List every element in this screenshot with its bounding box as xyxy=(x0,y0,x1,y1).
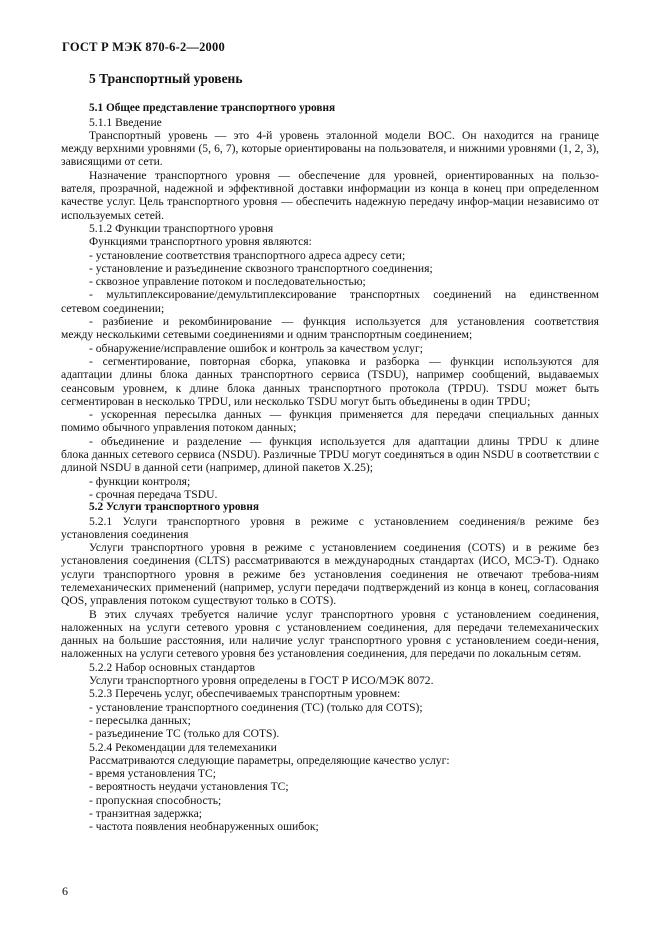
text-line: 5.2.3 Перечень услуг, обеспечиваемых транспортным уровнем: xyxy=(89,687,401,701)
text-line: Функциями транспортного уровня являются: xyxy=(89,235,312,249)
paragraph xyxy=(61,288,599,315)
paragraph xyxy=(61,408,599,435)
paragraph xyxy=(61,168,599,222)
text-line: Рассматриваются следующие параметры, определяющие качество услуг: xyxy=(89,753,450,767)
text-line: - срочная передача TSDU. xyxy=(89,487,218,501)
paragraph xyxy=(61,514,599,542)
text-line: - пропускная способность; xyxy=(89,793,222,807)
paragraph-continuation: сетевом соединении; xyxy=(61,301,165,315)
text-line: - время установления ТС; xyxy=(89,767,216,781)
document-body xyxy=(61,71,599,834)
paragraph xyxy=(61,354,599,408)
text-line: - частота появления необнаруженных ошибок; xyxy=(89,820,319,834)
paragraph xyxy=(61,434,599,475)
paragraph-first-line: - сегментирование, повторная сборка, упаковка и разборка — функции используются для xyxy=(89,354,599,368)
paragraph-continuation: наложенных на услуги сетевого уровня с установлением соединения, для передачи телемеханических данных на большие расстояния, или наличие услуг транспортного уровня с установлением соеди-нения, наложенных на услуги сетевого уровня без установления соединения, для передачи по локальным сетям. xyxy=(61,620,599,661)
text-line: 5.2.4 Рекомендации для телемеханики xyxy=(89,740,277,754)
paragraph-first-line: В этих случаях требуется наличие услуг транспортного уровня с установлением соединения, xyxy=(89,607,599,621)
subsection-heading: 5.2 Услуги транспортного уровня xyxy=(89,501,259,514)
text-line: - вероятность неудачи установления ТС; xyxy=(89,780,289,794)
text-line: - сквозное управление потоком и последовательностью; xyxy=(89,275,366,289)
text-line: 5.1.1 Введение xyxy=(89,115,162,129)
paragraph-continuation: между несколькими сетевыми соединениями и одним транспортным соединением; xyxy=(61,328,473,342)
paragraph-first-line: 5.2.1 Услуги транспортного уровня в режиме с установлением соединения/в режиме без xyxy=(89,514,599,528)
text-line: - транзитная задержка; xyxy=(89,807,202,821)
text-line: 5.2.2 Набор основных стандартов xyxy=(89,660,255,674)
paragraph-first-line: - мультиплексирование/демультиплексирование транспортных соединений на единственном xyxy=(89,288,599,302)
paragraph xyxy=(61,128,599,169)
text-line: 5.1.2 Функции транспортного уровня xyxy=(89,221,274,235)
text-line: Услуги транспортного уровня определены в ГОСТ Р ИСО/МЭК 8072. xyxy=(89,674,434,688)
text-line: - установление соответствия транспортного адреса адресу сети; xyxy=(89,248,406,262)
paragraph-continuation: между верхними уровнями (5, 6, 7), которые ориентированы на пользователя, и нижними уровнями (1, 2, 3), зависящими от сети. xyxy=(61,142,599,169)
paragraph-first-line: Транспортный уровень — это 4-й уровень эталонной модели ВОС. Он находится на границе xyxy=(89,128,599,142)
text-line: - разъединение ТС (только для COTS). xyxy=(89,727,280,741)
paragraph-continuation: установления соединения (CLTS) рассматриваются в международных стандартах (ИСО, МСЭ-Т). Однако услуги транспортного уровня в режиме без установления соединения не отвечают требова-ниям телемеханических применений (например, услуги передачи подтверждений из конца в конец, согласования QOS, управления потоком существуют только в COTS). xyxy=(61,554,599,608)
text-line: - установление и разъединение сквозного транспортного соединения; xyxy=(89,261,433,275)
paragraph xyxy=(61,607,599,661)
paragraph-first-line: - объединение и разделение — функция используется для адаптации длины TPDU к длине xyxy=(89,434,599,448)
paragraph xyxy=(61,315,599,342)
paragraph xyxy=(61,541,599,608)
paragraph-continuation: помимо обычного управления потоком данных; xyxy=(61,421,297,435)
document-header: ГОСТ Р МЭК 870-6-2—2000 xyxy=(62,40,225,54)
page-number: 6 xyxy=(62,884,68,898)
paragraph-first-line: Услуги транспортного уровня в режиме с установлением соединения (COTS) и в режиме без xyxy=(89,541,599,555)
text-line: - обнаружение/исправление ошибок и контроль за качеством услуг; xyxy=(89,341,423,355)
paragraph-continuation: вателя, прозрачной, надежной и эффективной доставки информации из конца в конец при определенном качестве услуг. Цель транспортного уровня — обеспечить надежную передачу инфор-мации независимо от используемых сетей. xyxy=(61,182,599,222)
paragraph-first-line: Назначение транспортного уровня — обеспечение для уровней, ориентированных на пользо- xyxy=(89,168,599,182)
subsection-heading: 5.1 Общее представление транспортного уровня xyxy=(89,102,336,115)
paragraph-continuation: адаптации длины блока данных транспортного сервиса (TSDU), например сообщений, выдаваемых сеансовым уровнем, к длине блока данных транспортного протокола (TPDU). TSDU может быть сегментирован в несколько TPDU, или несколько TSDU могут быть объединены в один TPDU; xyxy=(61,368,599,408)
text-line: - пересылка данных; xyxy=(89,713,191,727)
text-line: - установление транспортного соединения (ТС) (только для COTS); xyxy=(89,700,423,714)
paragraph-first-line: - ускоренная пересылка данных — функция применяется для передачи специальных данных xyxy=(89,408,599,422)
section-blocks xyxy=(61,102,599,834)
section-title: 5 Транспортный уровень xyxy=(89,71,243,86)
paragraph-continuation: блока данных сетевого сервиса (NSDU). Различные TPDU могут соединяться в один NSDU в соответствии с длиной NSDU в данной сети (например, длиной пакетов X.25); xyxy=(61,448,599,475)
paragraph-continuation: установления соединения xyxy=(61,527,189,541)
paragraph-first-line: - разбиение и рекомбинирование — функция используется для установления соответствия xyxy=(89,315,599,329)
text-line: - функции контроля; xyxy=(89,474,191,488)
